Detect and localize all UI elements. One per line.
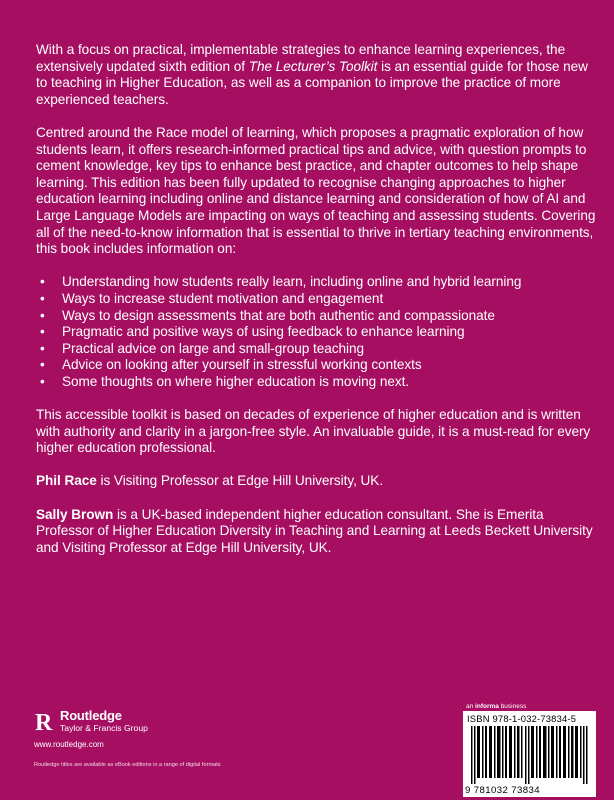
topic-item: • Some thoughts on where higher education is moving next. [62,374,596,391]
informa-suffix: business [498,703,527,710]
barcode-digits: 9 781032 73834 [465,785,540,796]
intro-text-start: With a focus on practical, implementable strategies to enhance learning experiences, the extensively updated sixth edition of [36,42,566,74]
intro-text-end: is an essential guide for those new to teaching in Higher Education, as well as a companion to improve the practice of more experienced teachers. [36,58,588,107]
topics-list [36,274,596,390]
topic-item: • Ways to design assessments that are both authentic and compassionate [62,308,596,325]
isbn-label: ISBN 978-1-032-73834-5 [467,713,577,724]
informa-brand: informa [475,703,499,710]
author-bio-brown [36,507,596,557]
ebook-note: Routledge titles are available as eBook editions in a range of digital formats [34,762,221,768]
author-name: Sally Brown [36,506,114,522]
routledge-logo-icon [34,709,56,735]
isbn-barcode [463,711,596,797]
publisher-logo [34,707,194,735]
svg-text:R: R [35,710,53,735]
topic-item: • Pragmatic and positive ways of using feedback to enhance learning [62,324,596,341]
topic-item: • Understanding how students really learn, including online and hybrid learning [62,274,596,291]
book-title: The Lecturer’s Toolkit [248,58,378,74]
closing-paragraph: This accessible toolkit is based on decades of experience of higher education and is written with authority and clarity in a jargon-free style. An invaluable guide, it is a must-read for every higher education professional. [36,407,591,456]
barcode-icon [471,726,589,784]
publisher-website: www.routledge.com [34,740,104,749]
publisher-group: Taylor & Francis Group [60,723,148,733]
publisher-name: Routledge [60,708,122,723]
description-paragraph: Centred around the Race model of learning, which proposes a pragmatic exploration of how students learn, it offers research-informed practical tips and advice, with question prompts to cement knowledge, key tips to enhance best practice, and chapter outcomes to help shape learning. This edition has been fully updated to recognise changing approaches to higher education learning including online and distance learning and consideration of how of AI and Large Language Models are impacting on ways of teaching and assessing students. Covering all of the need-to-know information that is essential to thrive in tertiary teaching environments, this book includes information on: [36,124,596,257]
author-name: Phil Race [36,473,97,489]
author-bio-text: is Visiting Professor at Edge Hill University, UK. [96,473,384,489]
intro-paragraph [36,42,596,108]
topic-item: • Ways to increase student motivation and engagement [62,291,596,308]
topic-item: • Practical advice on large and small-group teaching [62,341,596,358]
author-bio-race [36,473,596,490]
author-bio-text: is a UK-based independent higher education consultant. She is Emerita Professor of Higher Education Diversity in Teaching and Learning at Leeds Beckett University and Visiting Professor at Edge Hill University, UK. [36,506,593,555]
informa-prefix: an [466,703,476,710]
blurb [36,42,596,573]
topic-item: • Advice on looking after yourself in stressful working contexts [62,357,596,374]
informa-business-mark [466,703,526,710]
